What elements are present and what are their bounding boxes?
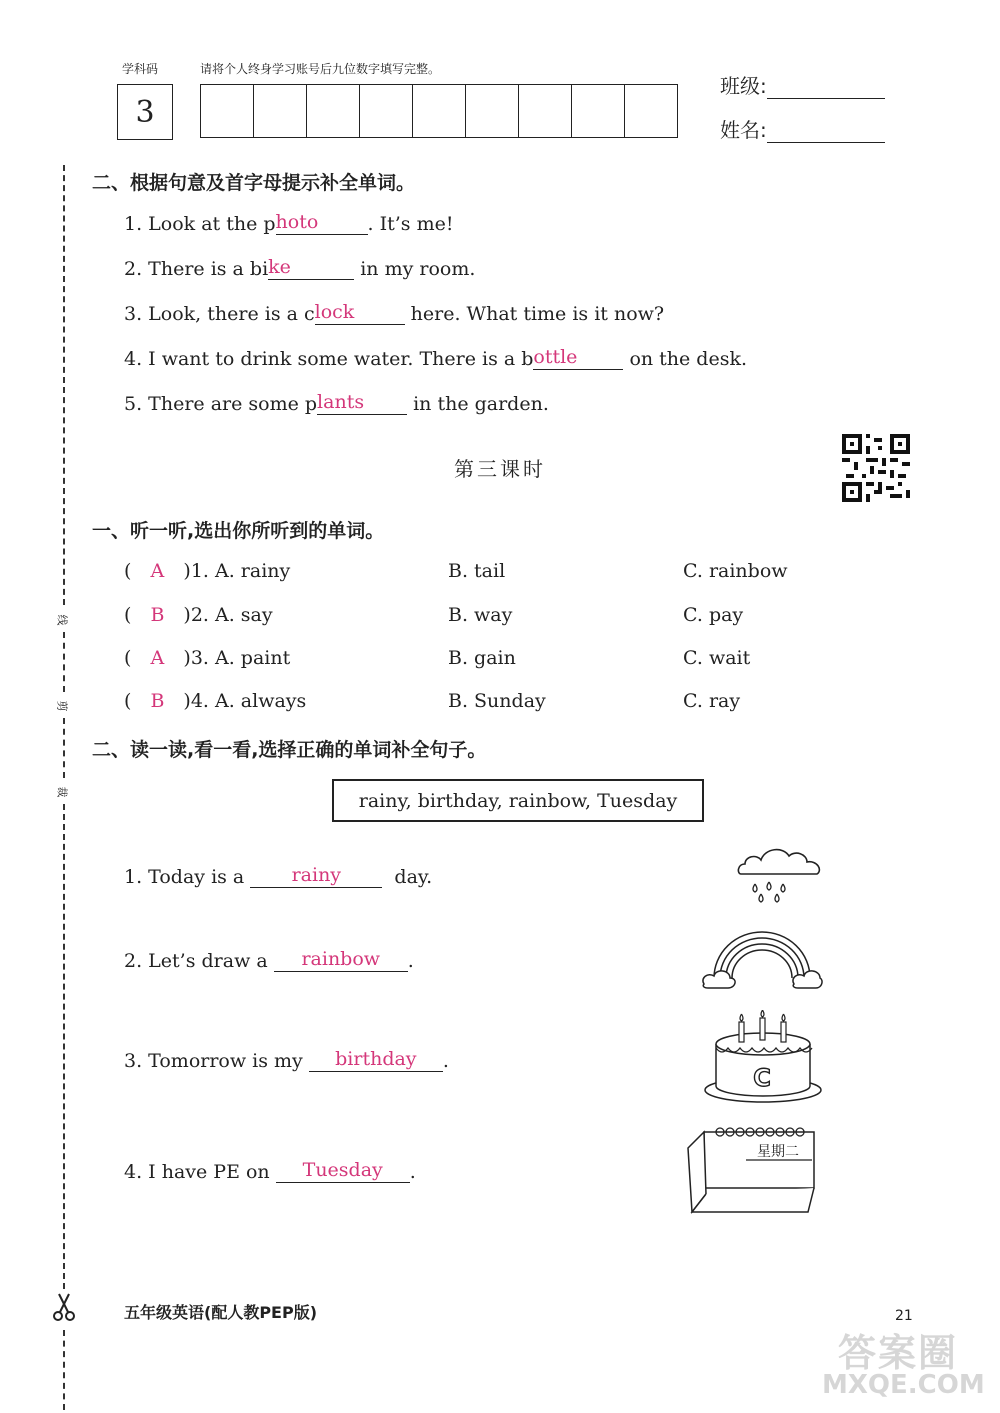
item-text: . [409, 1161, 416, 1183]
answer-text: lock [314, 301, 355, 323]
option-a: )1. A. rainy [183, 560, 291, 582]
class-label: 班级: [720, 74, 767, 98]
word-bank-text: rainy, birthday, rainbow, Tuesday [358, 789, 678, 812]
section-b-item-2 [124, 604, 273, 626]
item-text: 4. I have PE on [124, 1161, 270, 1183]
option-b: B. Sunday [448, 690, 546, 712]
calendar-icon [686, 1124, 818, 1216]
cut-line-bottom [63, 804, 65, 1289]
section-a-item-4 [124, 345, 747, 370]
calendar-day-text: 星期二 [757, 1144, 799, 1160]
digit-cell[interactable] [519, 85, 572, 137]
section-b-item-4 [124, 690, 306, 712]
item-text: 2. Let’s draw a [124, 950, 268, 972]
answer-text: birthday [335, 1048, 417, 1070]
answer-blank[interactable] [250, 863, 382, 888]
answer-text: rainy [291, 864, 342, 886]
digit-cell[interactable] [572, 85, 625, 137]
answer-text: hoto [275, 211, 319, 233]
cut-line-mid2 [63, 718, 65, 778]
subject-code-box [117, 84, 173, 140]
answer-blank[interactable] [276, 1158, 410, 1183]
option-c: C. wait [683, 647, 751, 669]
answer-blank[interactable] [317, 390, 407, 415]
item-text: . [442, 1050, 449, 1072]
cut-line-top [63, 165, 65, 605]
choice-answer[interactable]: B [150, 690, 165, 712]
paren-open: ( [124, 647, 132, 669]
section-c-title: 二、读一读,看一看,选择正确的单词补全句子。 [92, 739, 487, 761]
section-a-item-1 [124, 210, 454, 235]
section-a-title: 二、根据句意及首字母提示补全单词。 [92, 172, 416, 194]
option-b: B. tail [448, 560, 506, 582]
item-text: 3. Tomorrow is my [124, 1050, 303, 1072]
digit-cell[interactable] [254, 85, 307, 137]
digit-cell[interactable] [466, 85, 519, 137]
answer-text: ke [268, 256, 291, 278]
section-c-item-1 [124, 863, 432, 888]
item-text: 4. I want to drink some water. There is a b [124, 348, 534, 370]
item-text: . [407, 950, 414, 972]
cut-char-xian: 线 [55, 614, 69, 626]
word-bank-box [332, 779, 704, 822]
digit-cell[interactable] [307, 85, 360, 137]
section-b-title: 一、听一听,选出你所听到的单词。 [92, 520, 385, 542]
answer-blank[interactable] [268, 255, 354, 280]
item-text: in my room. [360, 258, 476, 280]
answer-blank[interactable] [309, 1047, 443, 1072]
watermark-logo: 答案圈 [838, 1331, 959, 1375]
section-a-item-2 [124, 255, 475, 280]
name-field[interactable] [720, 114, 885, 143]
paren-open: ( [124, 690, 132, 712]
answer-blank[interactable] [276, 210, 368, 235]
section-b-item-1 [124, 560, 290, 582]
cake-letter: C [753, 1064, 771, 1092]
option-c: C. ray [683, 690, 741, 712]
section-c-item-2 [124, 947, 414, 972]
option-a: )3. A. paint [183, 647, 291, 669]
subject-code-label: 学科码 [122, 62, 159, 76]
option-a: )2. A. say [183, 604, 273, 626]
item-text: . It’s me! [367, 213, 454, 235]
name-label: 姓名: [720, 118, 767, 142]
answer-text: Tuesday [302, 1159, 383, 1181]
section-c-item-4 [124, 1158, 416, 1183]
answer-text: ottle [533, 346, 578, 368]
option-c: C. rainbow [683, 560, 788, 582]
paren-open: ( [124, 560, 132, 582]
rainbow-icon [700, 922, 824, 992]
class-field[interactable] [720, 70, 885, 99]
section-a-item-5 [124, 390, 549, 415]
account-number-boxes[interactable] [200, 84, 678, 138]
name-input-line[interactable] [767, 118, 885, 143]
answer-blank[interactable] [533, 345, 623, 370]
answer-text: lants [317, 391, 365, 413]
item-text: 5. There are some p [124, 393, 318, 415]
book-title: 五年级英语(配人教PEP版) [124, 1303, 318, 1322]
answer-blank[interactable] [315, 300, 405, 325]
scissors-icon [52, 1292, 76, 1322]
cut-char-cai: 裁 [55, 786, 69, 798]
item-text: in the garden. [413, 393, 549, 415]
answer-text: rainbow [301, 948, 381, 970]
item-text: day. [394, 866, 433, 888]
item-text: 3. Look, there is a c [124, 303, 315, 325]
section-c-item-3 [124, 1047, 449, 1072]
lesson-title: 第三课时 [454, 457, 546, 481]
rain-cloud-icon [735, 840, 825, 908]
account-instruction: 请将个人终身学习账号后九位数字填写完整。 [200, 62, 441, 76]
item-text: on the desk. [629, 348, 748, 370]
option-b: B. way [448, 604, 513, 626]
item-text: 1. Today is a [124, 866, 245, 888]
choice-answer[interactable]: B [150, 604, 165, 626]
watermark-url: MXQE.COM [822, 1370, 985, 1400]
cut-line-end [63, 1330, 65, 1410]
choice-answer[interactable]: A [150, 647, 165, 669]
digit-cell[interactable] [360, 85, 413, 137]
class-input-line[interactable] [767, 74, 885, 99]
cut-line-mid1 [63, 632, 65, 692]
section-b-item-3 [124, 647, 290, 669]
item-text: 2. There is a bi [124, 258, 269, 280]
digit-cell[interactable] [201, 85, 254, 137]
digit-cell[interactable] [625, 85, 677, 137]
qr-code-icon[interactable] [842, 434, 910, 502]
option-c: C. pay [683, 604, 744, 626]
option-b: B. gain [448, 647, 516, 669]
choice-answer[interactable]: A [150, 560, 165, 582]
answer-blank[interactable] [274, 947, 408, 972]
page-number: 21 [895, 1308, 913, 1324]
section-a-item-3 [124, 300, 664, 325]
item-text: here. What time is it now? [410, 303, 665, 325]
cut-char-jian: 剪 [55, 700, 69, 712]
subject-code-value: 3 [135, 94, 155, 130]
item-text: 1. Look at the p [124, 213, 276, 235]
paren-open: ( [124, 604, 132, 626]
digit-cell[interactable] [413, 85, 466, 137]
option-a: )4. A. always [183, 690, 307, 712]
